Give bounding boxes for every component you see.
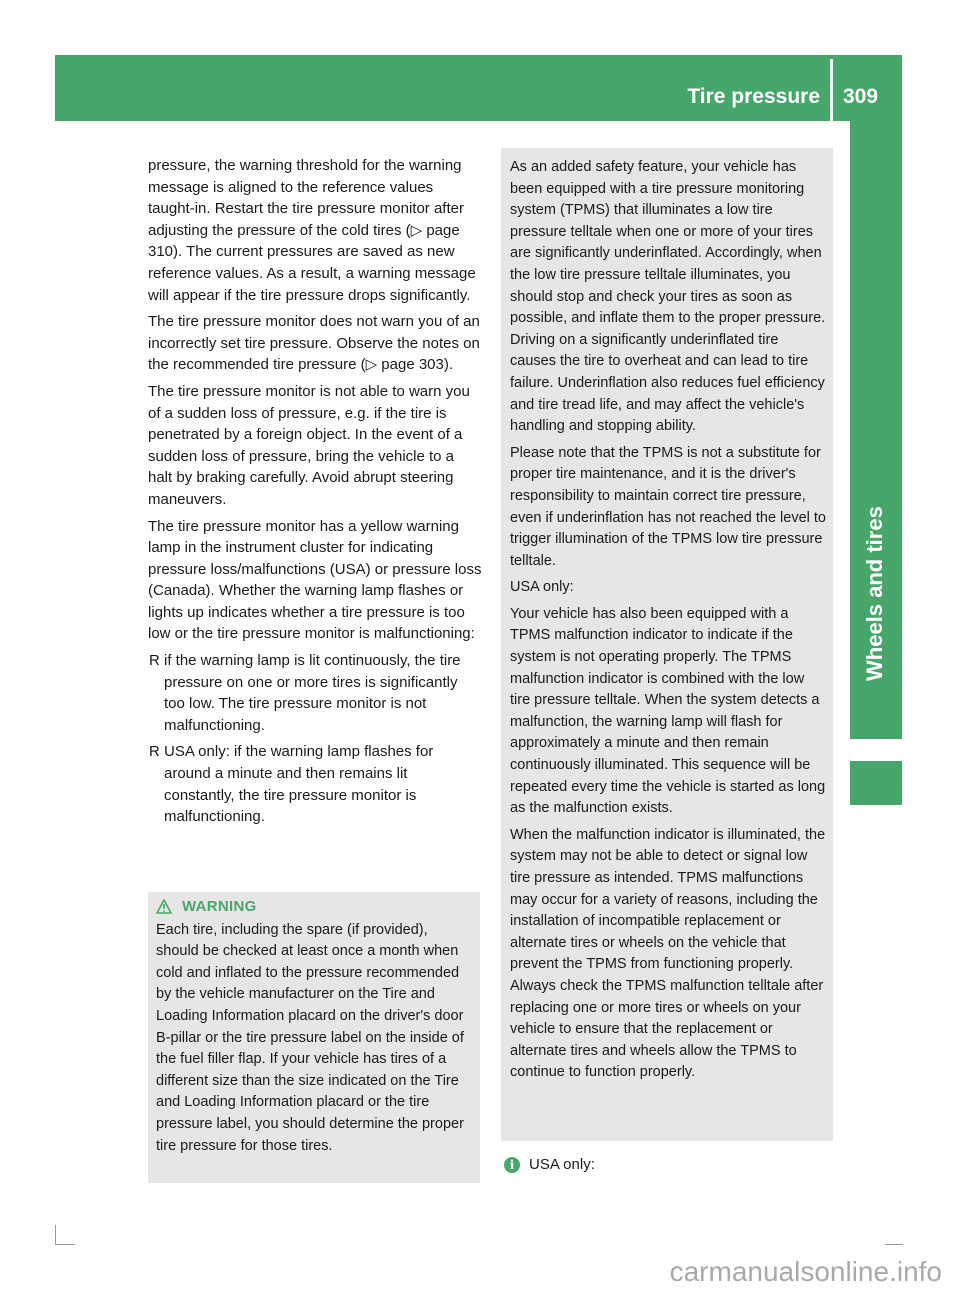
bullet-marker: R (149, 652, 160, 670)
crop-mark (885, 1244, 903, 1245)
paragraph: pressure, the warning threshold for the warning message is aligned to the reference values taught-in. Restart the tire pressure monitor after adjusting the pressure of the cold tires (▷ page 310). The current pressures are saved as new reference values. As a result, a warning message will appear if the tire pressure drops significantly. (148, 157, 476, 304)
paragraph: Please note that the TPMS is not a substitute for proper tire maintenance, and it is the driver's responsibility to maintain correct tire pressure, even if underinflation has not reached the level to trigger illumination of the TPMS low tire pressure telltale. (510, 444, 826, 569)
header-divider (830, 59, 833, 121)
paragraph: The tire pressure monitor is not able to warn you of a sudden loss of pressure, e.g. if the tire is penetrated by a foreign object. In the event of a sudden loss of pressure, bring the vehicle to a halt by braking carefully. Avoid abrupt steering maneuvers. (148, 382, 470, 508)
chapter-tab-label: Wheels and tires (862, 506, 887, 681)
list-item-text: USA only: if the warning lamp flashes for around a minute and then remains lit constantly, the tire pressure monitor is malfunctioning. (164, 743, 434, 826)
warning-triangle-icon (156, 899, 172, 914)
paragraph: The tire pressure monitor has a yellow warning lamp in the instrument cluster for indicating pressure loss/malfunctions (USA) or pressure loss (Canada). Whether the warning lamp flashes or lights up indicates whether a tire pressure is too low or the tire pressure monitor is malfunctioning: (148, 517, 482, 643)
left-column (148, 155, 482, 833)
page-title: Tire pressure (687, 85, 820, 108)
warning-header (156, 896, 474, 918)
paragraph: USA only: (510, 579, 574, 596)
list-item-text: if the warning lamp is lit continuously, the tire pressure on one or more tires is significantly too low. The tire pressure monitor is not malfunctioning. (164, 652, 461, 734)
bullet-list (148, 650, 482, 828)
chapter-tab (850, 121, 902, 739)
warning-title: WARNING (182, 898, 257, 915)
paragraph: The tire pressure monitor does not warn you of an incorrectly set tire pressure. Observe the notes on the recommended tire pressure (▷ page 303). (148, 313, 480, 374)
list-item (148, 741, 482, 827)
list-item (148, 650, 482, 736)
info-icon: i (504, 1157, 520, 1173)
watermark: carmanualsonline.info (669, 1256, 942, 1287)
warning-text: Each tire, including the spare (if provided), should be checked at least once a month when cold and inflated to the pressure recommended by the vehicle manufacturer on the Tire and Loading Information placard on the driver's door B-pillar or the tire pressure label on the inside of the fuel filler flap. If your vehicle has tires of a different size than the size indicated on the Tire and Loading Information placard or the tire pressure label, you should determine the proper tire pressure for those tires. (156, 921, 464, 1154)
page-number: 309 (843, 85, 879, 108)
paragraph: As an added safety feature, your vehicle has been equipped with a tire pressure monitoring system (TPMS) that illuminates a low tire pressure telltale when one or more of your tires are significantly underinflated. Accordingly, when the low tire pressure telltale illuminates, you should stop and check your tires as soon as possible, and inflate them to the proper pressure. Driving on a significantly underinflated tire causes the tire to overheat and can lead to tire failure. Underinflation also reduces fuel efficiency and tire tread life, and may affect the vehicle's handling and stopping ability. (510, 159, 826, 435)
bullet-marker: R (149, 743, 160, 761)
crop-mark (55, 1225, 56, 1245)
chapter-marker (850, 761, 902, 805)
crop-mark (55, 1244, 75, 1245)
paragraph: Your vehicle has also been equipped with a TPMS malfunction indicator to indicate if the system is not operating properly. The TPMS malfunction indicator is combined with the low tire pressure telltale. When the system detects a malfunction, the warning lamp will flash for approximately a minute and then remain continuously illuminated. This sequence will be repeated every time the vehicle is started as long as the malfunction exists. (510, 605, 826, 817)
paragraph: When the malfunction indicator is illuminated, the system may not be able to detect or signal low tire pressure as intended. TPMS malfunctions may occur for a variety of reasons, including the installation of incompatible replacement or alternate tires or wheels on the vehicle that prevent the TPMS from functioning properly. Always check the TPMS malfunction telltale after replacing one or more tires or wheels on your vehicle to ensure that the replacement or alternate tires and wheels allow the TPMS to continue to function properly. (510, 826, 826, 1081)
info-text: USA only: (529, 1156, 595, 1173)
info-note (504, 1153, 595, 1177)
warning-box (148, 892, 480, 1183)
tpms-notice-box (501, 148, 833, 1141)
header-bar (55, 55, 902, 121)
